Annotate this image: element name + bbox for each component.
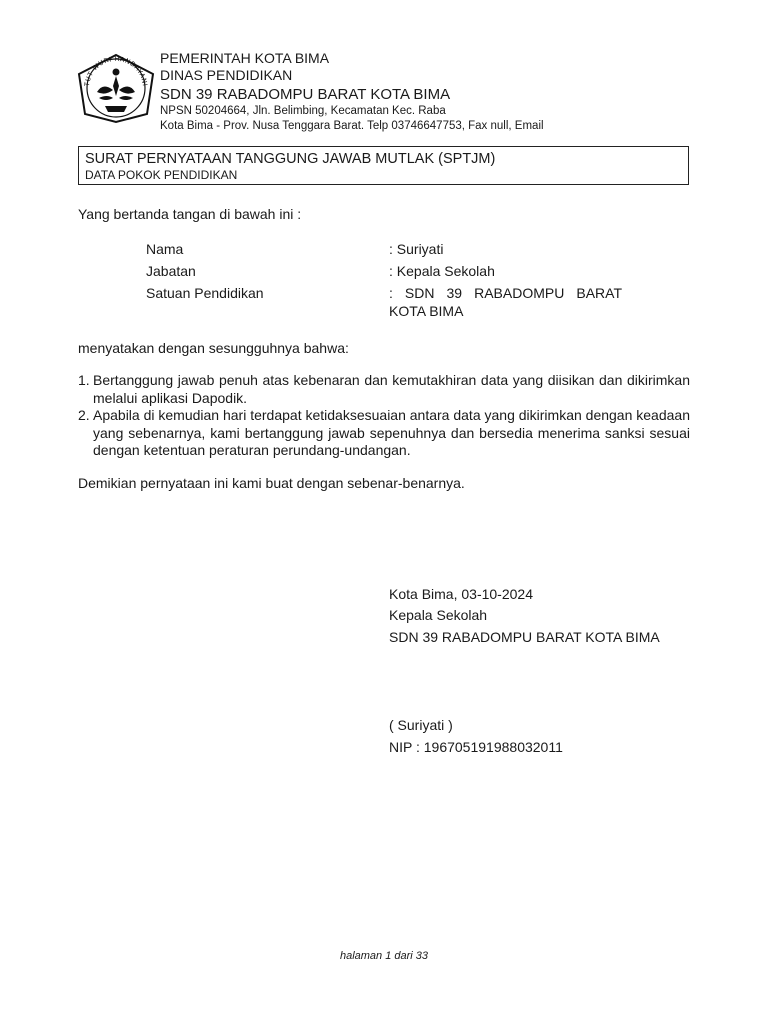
list-item-text: Apabila di kemudian hari terdapat ketidaksesuaian antara data yang dikirimkan dengan keadaan yang sebenarnya, kami bertanggung jawab sepenuhnya dan bersedia menerima sanksi sesuai dengan ketentuan peraturan perundang-undangan. [93, 407, 690, 458]
name-value: : Suriyati [389, 241, 444, 257]
government-name: PEMERINTAH KOTA BIMA [160, 50, 330, 66]
signatory-nip: NIP : 196705191988032011 [389, 739, 563, 755]
position-value: : Kepala Sekolah [389, 263, 495, 279]
list-item-number: 1. [78, 372, 90, 388]
position-label: Jabatan [146, 263, 196, 279]
school-contact: Kota Bima - Prov. Nusa Tenggara Barat. Telp 03746647753, Fax null, Email [160, 120, 544, 132]
signatory-name: ( Suriyati ) [389, 717, 453, 733]
signature-place-date: Kota Bima, 03-10-2024 [389, 586, 533, 602]
department-name: DINAS PENDIDIKAN [160, 67, 293, 83]
signature-school: SDN 39 RABADOMPU BARAT KOTA BIMA [389, 629, 660, 645]
document-title-box [78, 146, 689, 185]
svg-text:TUT WURI HANDAYANI: TUT WURI HANDAYANI [83, 54, 149, 87]
education-unit-label: Satuan Pendidikan [146, 285, 264, 301]
closing-text: Demikian pernyataan ini kami buat dengan sebenar-benarnya. [78, 475, 465, 491]
statement-list [78, 372, 690, 460]
page-number: halaman 1 dari 33 [339, 950, 429, 962]
letterhead [160, 50, 720, 134]
education-unit-value-line2: KOTA BIMA [389, 303, 464, 319]
signature-position: Kepala Sekolah [389, 607, 488, 623]
education-unit-value [389, 284, 622, 320]
statement-intro: menyatakan dengan sesungguhnya bahwa: [78, 340, 349, 356]
document-title: SURAT PERNYATAAN TANGGUNG JAWAB MUTLAK (SPTJM) [85, 151, 496, 167]
document-subtitle: DATA POKOK PENDIDIKAN [85, 168, 238, 182]
intro-text: Yang bertanda tangan di bawah ini : [78, 206, 302, 222]
list-item-number: 2. [78, 407, 90, 423]
name-label: Nama [146, 241, 184, 257]
list-item-text: Bertanggung jawab penuh atas kebenaran dan kemutakhiran data yang diisikan dan dikirimkan melalui aplikasi Dapodik. [93, 372, 690, 406]
list-item [78, 372, 690, 407]
education-unit-value-line1: : SDN 39 RABADOMPU BARAT [389, 285, 622, 301]
school-address: NPSN 50204664, Jln. Belimbing, Kecamatan Kec. Raba [160, 105, 446, 117]
list-item [78, 407, 690, 460]
school-name: SDN 39 RABADOMPU BARAT KOTA BIMA [160, 86, 451, 103]
tut-wuri-handayani-logo [75, 52, 157, 124]
